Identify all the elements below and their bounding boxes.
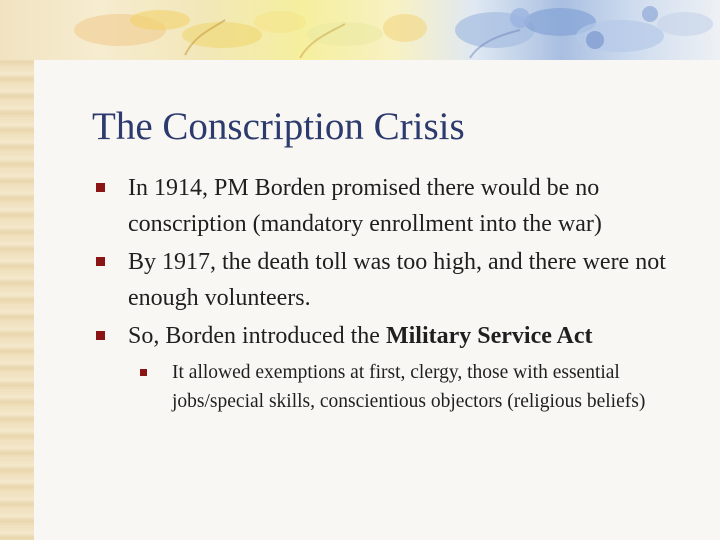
- sub-bullet-marker: [140, 369, 147, 376]
- bullet-item: [128, 318, 698, 354]
- bullet-text: So, Borden introduced the: [128, 323, 386, 349]
- bullet-item: [128, 170, 688, 242]
- sub-bullet-item: [172, 358, 680, 416]
- bullet-marker: [96, 183, 105, 192]
- sub-bullet-text: It allowed exemptions at first, clergy, those with essential jobs/special skills, conscientious objectors (religious beliefs): [172, 362, 646, 412]
- bullet-marker: [96, 257, 105, 266]
- bullet-marker: [96, 331, 105, 340]
- decorative-flower-banner: [0, 0, 720, 60]
- flower-illustration: [0, 0, 720, 60]
- bullet-bold-text: Military Service Act: [385, 323, 593, 349]
- slide-title: The Conscription Crisis: [92, 105, 465, 148]
- bullet-text: In 1914, PM Borden promised there would be no conscription (mandatory enrollment into the war): [128, 175, 602, 237]
- bullet-text: By 1917, the death toll was too high, and there were not enough volunteers.: [128, 249, 666, 311]
- decorative-left-strip: [0, 0, 34, 540]
- bullet-item: [128, 244, 688, 316]
